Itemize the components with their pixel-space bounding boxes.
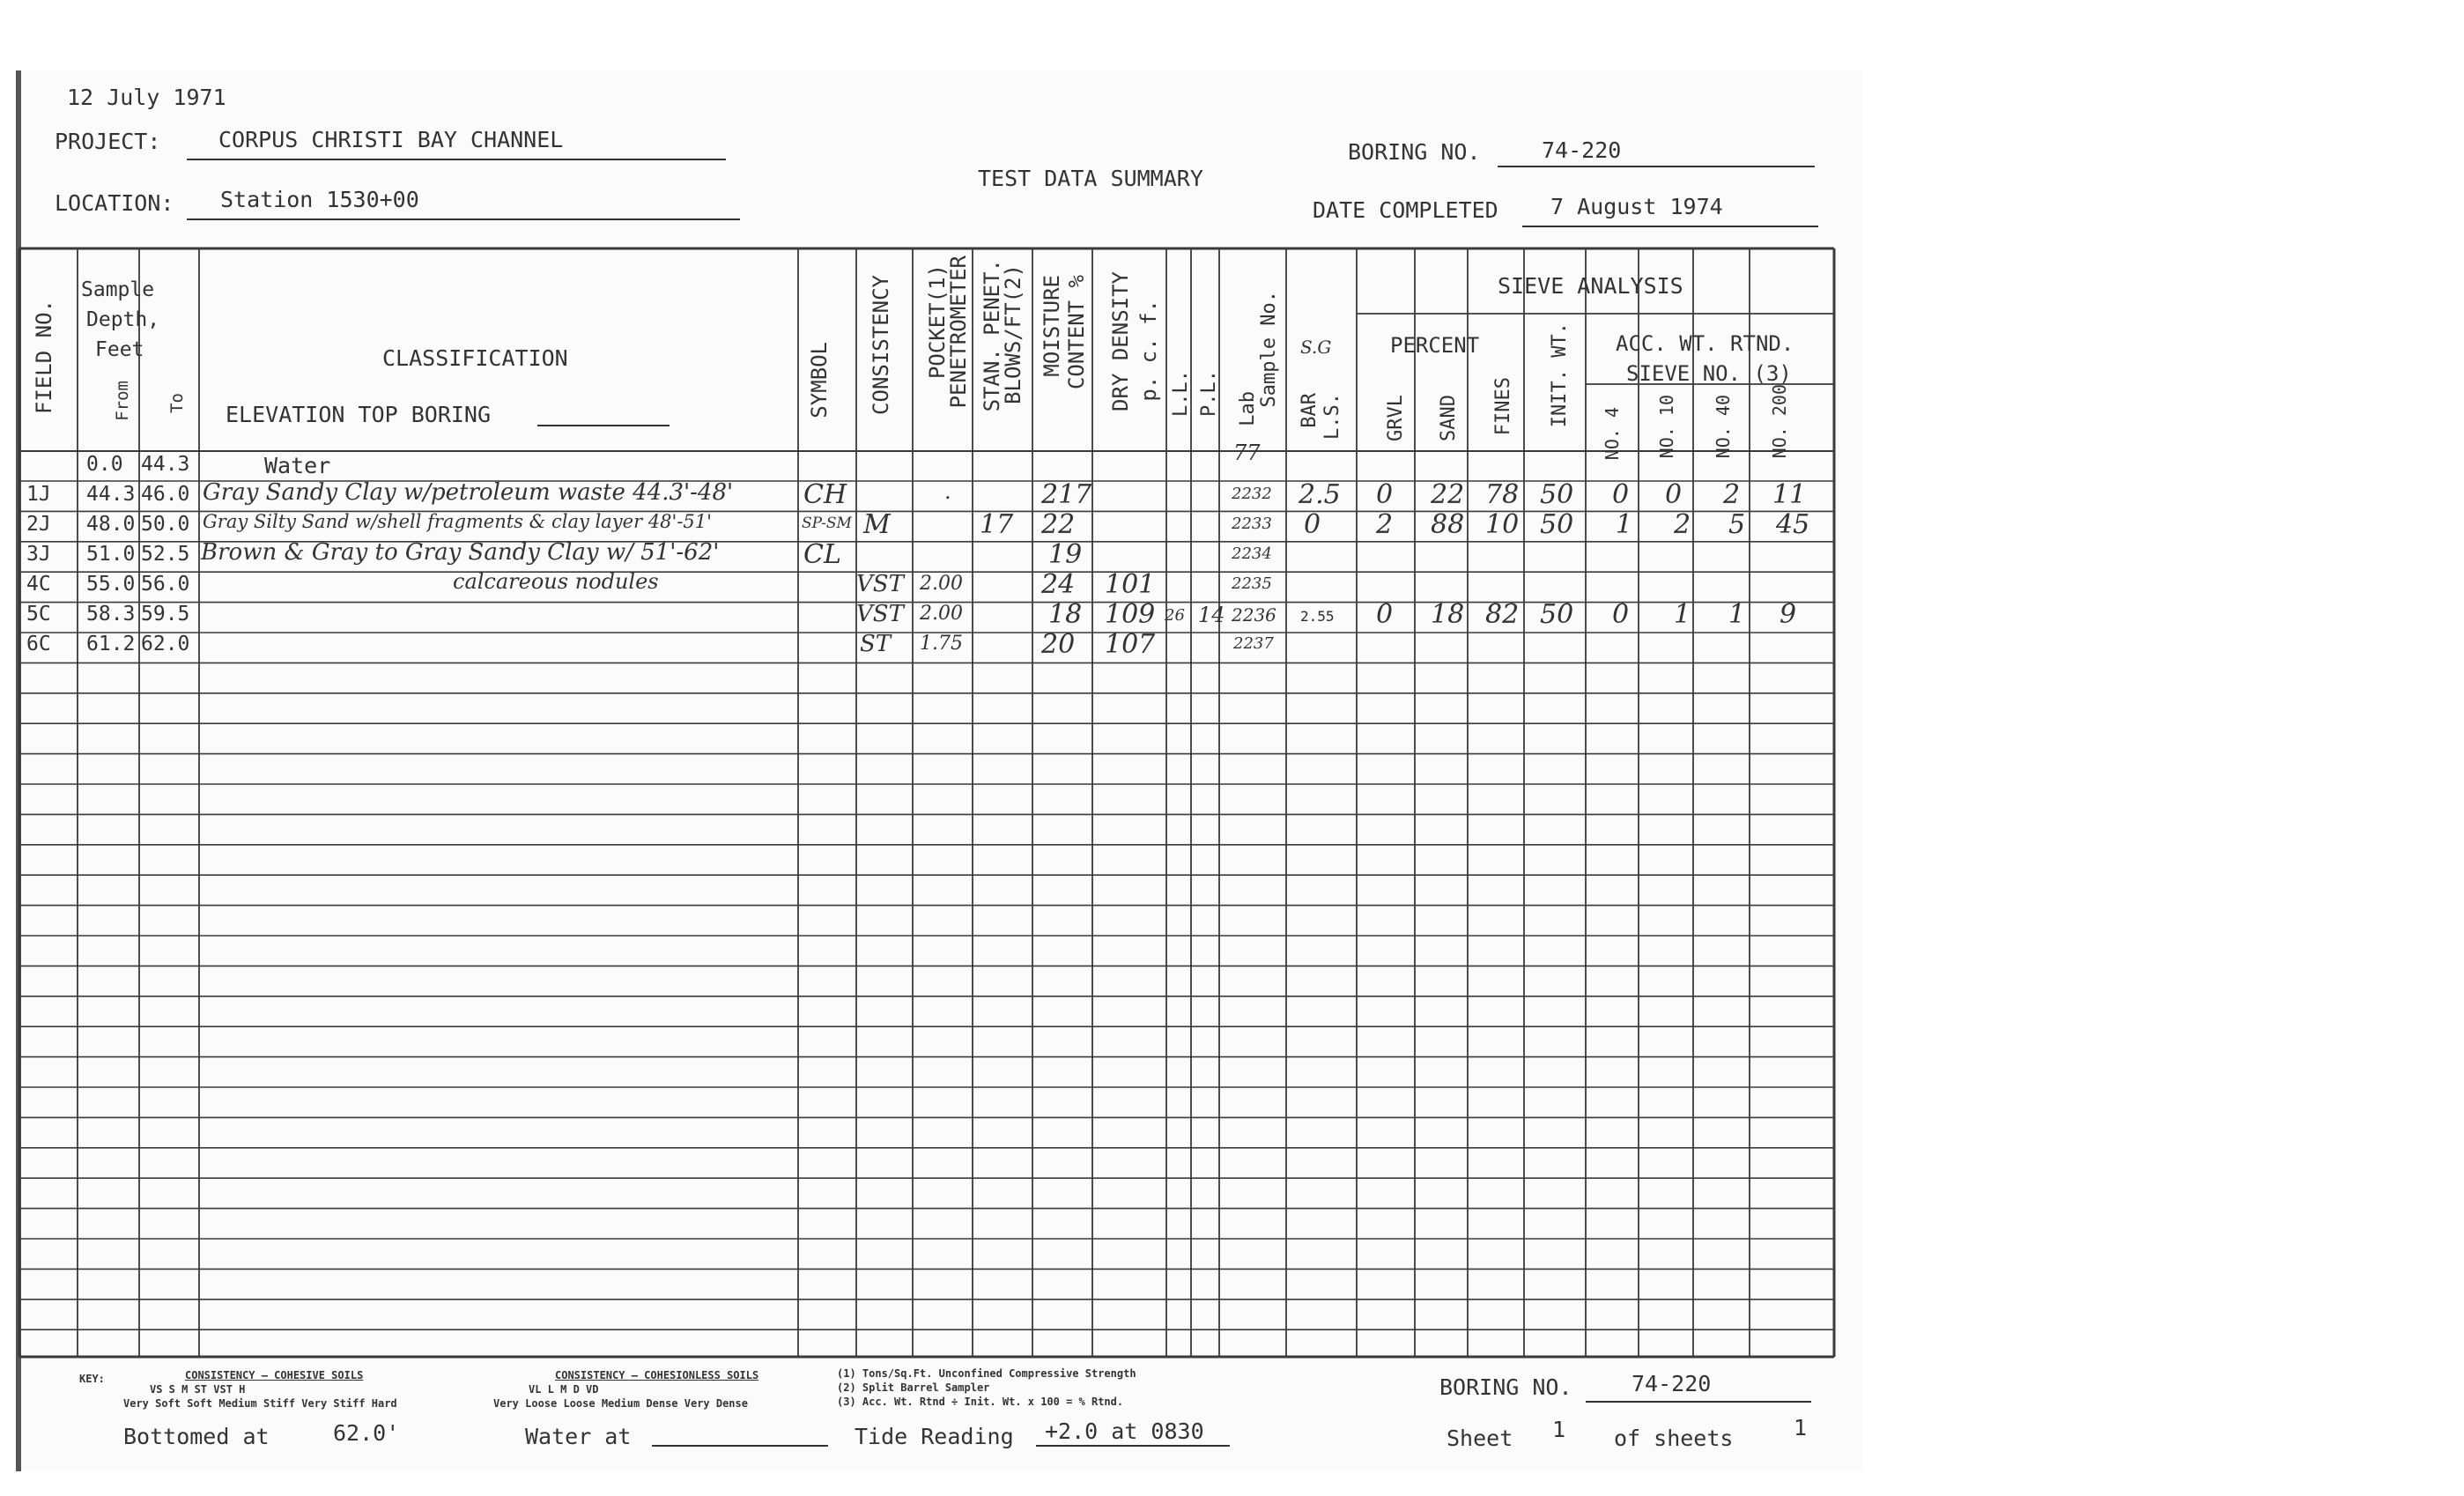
form-title: TEST DATA SUMMARY: [978, 166, 1203, 191]
header-percent: PERCENT: [1390, 333, 1480, 358]
row5-grvl: 0: [1376, 599, 1394, 630]
row2-consistency: M: [863, 509, 891, 540]
row5-ll: 26: [1165, 606, 1185, 625]
water-label: Water at: [525, 1424, 632, 1449]
row1-n40: 2: [1723, 479, 1741, 510]
row1-symbol: CH: [803, 479, 847, 510]
header-sieve-analysis: SIEVE ANALYSIS: [1498, 273, 1683, 299]
row2-symbol: SP-SM: [802, 515, 852, 532]
row4-consistency: VST: [856, 571, 904, 597]
row2-grvl: 2: [1376, 509, 1394, 540]
row1-fines: 78: [1485, 479, 1520, 510]
row1-from: 44.3: [86, 483, 136, 506]
header-depth: Depth,: [86, 308, 160, 331]
header-to: To: [167, 393, 187, 413]
row1-sand: 22: [1431, 479, 1465, 510]
row3-symbol: CL: [803, 539, 841, 570]
row5-fines: 82: [1485, 599, 1520, 630]
header-consistency: CONSISTENCY: [869, 275, 893, 415]
row2-from: 48.0: [86, 513, 136, 536]
row6-moisture: 20: [1041, 629, 1076, 660]
row6-field: 6C: [26, 633, 51, 655]
row2-field: 2J: [26, 513, 51, 536]
row2-moisture: 22: [1041, 509, 1076, 540]
location-label: LOCATION:: [55, 190, 174, 216]
row5-bar: 2.55: [1300, 608, 1335, 625]
header-field-no: FIELD NO.: [32, 300, 56, 415]
row2-lab: 2233: [1232, 515, 1272, 533]
row3-to: 52.5: [141, 543, 190, 566]
header-ll: L.L.: [1170, 370, 1192, 417]
header-blows: BLOWS/FT(2): [1001, 264, 1025, 404]
elevation-underline: [537, 425, 670, 426]
row4-moisture: 24: [1041, 569, 1076, 600]
row5-field: 5C: [26, 603, 51, 626]
row1-n200: 11: [1772, 479, 1807, 510]
row2-n10: 2: [1674, 509, 1691, 540]
row1-init: 50: [1540, 479, 1574, 510]
header-sieve-no: SIEVE NO. (3): [1626, 361, 1792, 386]
cohesive-codes: VS S M ST VST H: [150, 1383, 246, 1396]
date-completed-label: DATE COMPLETED: [1313, 197, 1498, 223]
cohesive-words: Very Soft Soft Medium Stiff Very Stiff Hard: [123, 1397, 397, 1410]
row6-lab: 2237: [1233, 634, 1274, 653]
header-sand: SAND: [1438, 395, 1460, 441]
row3-classification: Brown & Gray to Gray Sandy Clay w/ 51'-62': [201, 539, 720, 566]
row5-from: 58.3: [86, 603, 136, 626]
project-label: PROJECT:: [55, 129, 161, 154]
row5-n200: 9: [1780, 599, 1797, 630]
note-3: (3) Acc. Wt. Rtnd ÷ Init. Wt. x 100 = % Rtnd.: [837, 1396, 1124, 1408]
tide-label: Tide Reading: [855, 1424, 1014, 1449]
bottomed-value: 62.0': [333, 1420, 400, 1446]
header-pl: P.L.: [1198, 370, 1220, 417]
row1-n4: 0: [1612, 479, 1630, 510]
row3-lab: 2234: [1232, 544, 1272, 563]
header-acc-wt: ACC. WT. RTND.: [1616, 331, 1794, 356]
row2-classification: Gray Silty Sand w/shell fragments & clay layer 48'-51': [203, 511, 712, 532]
row4-classification: calcareous nodules: [453, 569, 659, 594]
note-2: (2) Split Barrel Sampler: [837, 1381, 990, 1394]
row2-n40: 5: [1728, 509, 1746, 540]
header-no4: NO. 4: [1602, 407, 1623, 461]
row2-init: 50: [1540, 509, 1574, 540]
header-bar: BAR: [1299, 393, 1321, 428]
row5-n10: 1: [1674, 599, 1691, 630]
row6-to: 62.0: [141, 633, 190, 655]
row4-to: 56.0: [141, 573, 190, 596]
header-content: CONTENT %: [1064, 275, 1089, 390]
header-ls: L.S.: [1321, 393, 1343, 440]
row5-to: 59.5: [141, 603, 190, 626]
tide-value: +2.0 at 0830: [1045, 1418, 1204, 1444]
header-grvl: GRVL: [1385, 395, 1407, 441]
header-stan-penet: STAN. PENET.: [980, 259, 1004, 412]
row0-classification: Water: [264, 453, 331, 478]
footer-boring-value: 74-220: [1632, 1371, 1712, 1396]
row4-lab: 2235: [1232, 574, 1272, 593]
row5-sand: 18: [1431, 599, 1465, 630]
project-value: CORPUS CHRISTI BAY CHANNEL: [218, 127, 564, 152]
row5-consistency: VST: [856, 601, 904, 627]
row2-bar: 0: [1304, 509, 1321, 540]
sheet-label: Sheet: [1447, 1426, 1513, 1451]
row4-dry: 101: [1105, 569, 1156, 600]
row1-lab: 2232: [1232, 485, 1272, 503]
cohesionless-codes: VL L M D VD: [529, 1383, 599, 1396]
header-sample: Sample: [81, 278, 155, 301]
row1-bar: 2.5: [1299, 479, 1341, 510]
header-penetrometer: PENETROMETER: [946, 256, 971, 409]
row3-from: 51.0: [86, 543, 136, 566]
row5-lab: 2236: [1232, 604, 1276, 626]
water-underline: [652, 1445, 828, 1447]
boring-value: 74-220: [1542, 137, 1622, 163]
row6-pocket: 1.75: [920, 633, 963, 655]
of-sheets-value: 1: [1794, 1415, 1808, 1440]
row1-moisture: 217: [1041, 479, 1092, 510]
cohesionless-words: Very Loose Loose Medium Dense Very Dense: [493, 1397, 748, 1410]
note-1: (1) Tons/Sq.Ft. Unconfined Compressive Strength: [837, 1367, 1136, 1380]
row1-pocket: .: [944, 479, 951, 504]
header-init-wt: INIT. WT.: [1549, 322, 1571, 428]
key-label: KEY:: [79, 1373, 105, 1385]
row1-field: 1J: [26, 483, 51, 506]
row5-moisture: 18: [1048, 599, 1083, 630]
row5-pl: 14: [1198, 603, 1225, 627]
row6-from: 61.2: [86, 633, 136, 655]
location-value: Station 1530+00: [220, 187, 419, 212]
row6-consistency: ST: [860, 631, 892, 657]
row2-to: 50.0: [141, 513, 190, 536]
row4-from: 55.0: [86, 573, 136, 596]
header-fines: FINES: [1492, 377, 1514, 436]
row1-classification: Gray Sandy Clay w/petroleum waste 44.3'-48': [203, 479, 734, 506]
sheet-value: 1: [1552, 1417, 1566, 1442]
header-no10: NO. 10: [1656, 395, 1677, 459]
row1-to: 46.0: [141, 483, 190, 506]
header-from: From: [113, 381, 132, 421]
header-sample-no: Sample No.: [1258, 291, 1280, 408]
row2-n4: 1: [1616, 509, 1633, 540]
footer-boring-label: BORING NO.: [1439, 1374, 1572, 1400]
row1-n10: 0: [1665, 479, 1683, 510]
header-elevation: ELEVATION TOP BORING: [226, 402, 492, 427]
header-feet: Feet: [95, 338, 144, 361]
header-lab: Lab: [1237, 391, 1259, 426]
date-completed-value: 7 August 1974: [1550, 194, 1723, 219]
date-text: 12 July 1971: [67, 85, 226, 110]
row3-field: 3J: [26, 543, 51, 566]
row2-sand: 88: [1431, 509, 1465, 540]
row5-dry: 109: [1105, 599, 1156, 630]
bottomed-label: Bottomed at: [123, 1424, 270, 1449]
row4-field: 4C: [26, 573, 51, 596]
header-no200: NO. 200: [1769, 384, 1790, 459]
row3-moisture: 19: [1048, 539, 1083, 570]
header-moisture: MOISTURE: [1040, 275, 1064, 377]
header-classification: CLASSIFICATION: [382, 345, 568, 371]
row1-grvl: 0: [1376, 479, 1394, 510]
tide-underline: [1036, 1445, 1230, 1447]
row5-init: 50: [1540, 599, 1574, 630]
row5-pocket: 2.00: [920, 603, 963, 625]
header-no40: NO. 40: [1713, 395, 1734, 459]
sg-note: S.G: [1300, 337, 1332, 358]
row2-n200: 45: [1776, 509, 1810, 540]
row5-n4: 0: [1612, 599, 1630, 630]
footer-boring-underline: [1586, 1401, 1811, 1403]
row0-from: 0.0: [86, 453, 123, 476]
row2-blows: 17: [980, 509, 1014, 540]
boring-label: BORING NO.: [1348, 139, 1481, 165]
of-sheets-label: of sheets: [1614, 1426, 1734, 1451]
row5-n40: 1: [1728, 599, 1746, 630]
row4-pocket: 2.00: [920, 573, 963, 595]
lab-note: 77: [1233, 441, 1261, 465]
row2-fines: 10: [1485, 509, 1520, 540]
header-pcf: p. c. f.: [1136, 300, 1161, 402]
header-symbol: SYMBOL: [807, 342, 832, 418]
header-dry-density: DRY DENSITY: [1108, 271, 1133, 411]
row6-dry: 107: [1105, 629, 1156, 660]
header-pocket: POCKET(1): [925, 264, 950, 380]
cohesionless-title: CONSISTENCY — COHESIONLESS SOILS: [555, 1369, 759, 1381]
row0-to: 44.3: [141, 453, 190, 476]
cohesive-title: CONSISTENCY — COHESIVE SOILS: [185, 1369, 364, 1381]
